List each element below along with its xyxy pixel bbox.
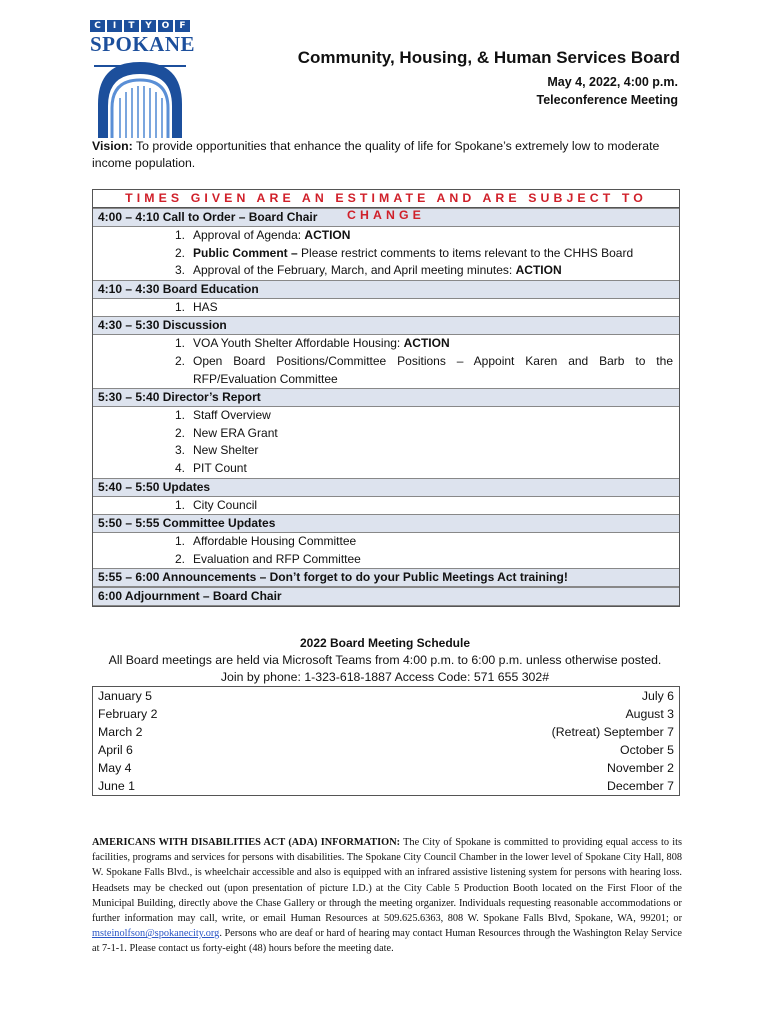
agenda-item-number: 1.	[174, 534, 185, 549]
schedule-title: 2022 Board Meeting Schedule	[299, 636, 471, 650]
agenda-item-part: Approval of Agenda:	[193, 228, 305, 242]
agenda-item-part: PIT Count	[193, 460, 247, 475]
agenda-item-text	[193, 262, 679, 280]
agenda-item-text	[193, 425, 679, 443]
agenda-section-heading: 5:30 – 5:40 Director’s Report	[93, 388, 679, 407]
schedule-date-right: December 7	[607, 779, 674, 793]
agenda-item-part: New ERA Grant	[193, 425, 278, 440]
agenda-item-part: Affordable Housing Committee	[193, 534, 357, 549]
agenda-item-number: 1.	[174, 336, 185, 351]
ada-information	[92, 835, 682, 957]
agenda-item-number: 1.	[174, 497, 185, 512]
schedule-note: All Board meetings are held via Microsoft Teams from 4:00 p.m. to 6:00 p.m. unless otherwise posted.	[108, 653, 662, 667]
agenda-item	[93, 335, 679, 353]
agenda-section-heading: 4:10 – 4:30 Board Education	[93, 280, 679, 299]
agenda-item-text	[193, 245, 679, 263]
agenda-item-part: Please restrict comments to items relevant to the CHHS Board	[297, 245, 634, 260]
agenda-item-number: 2.	[174, 425, 185, 440]
agenda-item-part: Evaluation and RFP Committee	[193, 551, 361, 566]
agenda-item-number: 3.	[174, 443, 185, 458]
schedule-date-right: July 6	[641, 689, 674, 703]
board-title: Community, Housing, & Human Services Board	[297, 48, 680, 67]
schedule-row	[93, 705, 679, 723]
schedule-table	[92, 686, 680, 796]
vision-text: To provide opportunities that enhance the quality of life for Spokane’s extremely low to moderate income population.	[92, 139, 660, 170]
schedule-date-left: February 2	[98, 707, 158, 721]
logo-letter: Y	[141, 20, 156, 32]
logo-letter: C	[90, 20, 105, 32]
agenda-item	[93, 533, 679, 551]
agenda-item	[93, 353, 679, 388]
agenda-notice: TIMES GIVEN ARE AN ESTIMATE AND ARE SUBJECT TO CHANGE	[93, 190, 679, 208]
schedule-row	[93, 687, 679, 705]
action-label: ACTION	[403, 336, 450, 351]
agenda-item	[93, 245, 679, 263]
ada-label: AMERICANS WITH DISABILITIES ACT (ADA) INFORMATION:	[92, 837, 401, 848]
agenda-item-number: 3.	[174, 263, 185, 278]
logo-letter: T	[124, 20, 139, 32]
schedule-date-left: June 1	[98, 779, 135, 793]
logo-letter: O	[158, 20, 173, 32]
agenda-item	[93, 227, 679, 245]
schedule-phone: Join by phone: 1-323-618-1887 Access Code: 571 655 302#	[220, 670, 550, 684]
agenda-item-number: 1.	[174, 228, 185, 242]
schedule-date-right: November 2	[607, 761, 674, 775]
ada-text-2: . Persons who are deaf or hard of hearing may contact Human Resources through the Washington Relay Service at 7-1-1. Please contact us forty-eight (48) hours before the meeting date.	[92, 928, 682, 955]
schedule-date-right: August 3	[625, 707, 674, 721]
agenda-section-heading: 5:50 – 5:55 Committee Updates	[93, 514, 679, 533]
agenda-item	[93, 299, 679, 317]
schedule-date-right: (Retreat) September 7	[551, 725, 674, 739]
logo-letter: F	[175, 20, 190, 32]
agenda-item-number: 4.	[174, 460, 185, 475]
vision-label: Vision:	[92, 139, 133, 153]
agenda-item	[93, 425, 679, 443]
agenda-section-heading: 6:00 Adjournment – Board Chair	[93, 587, 679, 606]
agenda-item-part: VOA Youth Shelter Affordable Housing:	[193, 336, 404, 351]
agenda-item-part: Open Board Positions/Committee Positions – Appoint Karen and Barb to the RFP/Evaluation Committee	[193, 353, 673, 386]
schedule-row	[93, 777, 679, 795]
agenda-item-text	[193, 335, 679, 353]
logo-wordmark: SPOKANE	[90, 32, 196, 56]
city-of-spokane-logo	[90, 20, 196, 138]
agenda-item-text	[193, 407, 679, 425]
ada-text-1: The City of Spokane is committed to providing equal access to its facilities, programs and services for persons with disabilities. The Spokane City Council Chamber in the lower level of Spokane City Hall, 808 W. Spokane Falls Blvd., is wheelchair accessible and also is equipped with an infrared assistive listening system for persons with hearing loss. Headsets may be checked out (upon presentation of picture I.D.) at the City Cable 5 Production Booth located on the First Floor of the Municipal Building, directly above the Chase Gallery or through the meeting organizer. Individuals requesting reasonable accommodations or further information may call, write, or email Human Resources at 509.625.6363, 808 W. Spokane Falls Blvd, Spokane, WA, 99201; or	[92, 837, 682, 925]
agenda-item-text	[193, 460, 679, 478]
agenda-item-text	[193, 353, 679, 388]
agenda-item-number: 1.	[174, 299, 185, 314]
meeting-type: Teleconference Meeting	[536, 93, 678, 107]
schedule-date-left: January 5	[98, 689, 153, 703]
schedule-date-left: April 6	[98, 743, 133, 757]
schedule-date-left: March 2	[98, 725, 143, 739]
agenda-item	[93, 262, 679, 280]
agenda-item-number: 2.	[174, 551, 185, 566]
hr-email-link[interactable]: msteinolfson@spokanecity.org	[92, 928, 220, 940]
agenda-item-part: Staff Overview	[193, 408, 271, 423]
agenda-item	[93, 442, 679, 460]
schedule-date-left: May 4	[98, 761, 132, 775]
agenda-item-part: City Council	[193, 497, 258, 512]
agenda-item-part: Approval of the February, March, and April meeting minutes:	[193, 263, 516, 278]
agenda-item-text	[193, 227, 679, 245]
agenda-item	[93, 407, 679, 425]
meeting-date: May 4, 2022, 4:00 p.m.	[547, 75, 678, 89]
agenda-item-text	[193, 497, 679, 515]
vision-statement	[92, 138, 682, 172]
action-label: ACTION	[515, 263, 562, 278]
agenda-item-part: HAS	[193, 299, 218, 314]
agenda-item	[93, 551, 679, 569]
agenda-item-part: Public Comment –	[193, 245, 298, 260]
agenda-item	[93, 460, 679, 478]
agenda-item-text	[193, 551, 679, 569]
agenda-item-part: New Shelter	[193, 443, 259, 458]
agenda-section-heading: 4:30 – 5:30 Discussion	[93, 316, 679, 335]
bridge-falls-icon	[94, 58, 186, 138]
schedule-row	[93, 759, 679, 777]
agenda-item-text	[193, 299, 679, 317]
agenda-section-heading: 5:40 – 5:50 Updates	[93, 478, 679, 497]
agenda-section-heading: 5:55 – 6:00 Announcements – Don’t forget to do your Public Meetings Act training!	[93, 568, 679, 587]
schedule-row	[93, 741, 679, 759]
agenda-item	[93, 497, 679, 515]
agenda-section-heading: 4:00 – 4:10 Call to Order – Board Chair	[93, 208, 679, 227]
schedule-row	[93, 723, 679, 741]
agenda-item-number: 1.	[174, 408, 185, 423]
action-label: ACTION	[304, 228, 351, 242]
agenda-item-text	[193, 442, 679, 460]
agenda-item-number: 2.	[174, 353, 185, 368]
schedule-date-right: October 5	[620, 743, 674, 757]
agenda-table	[92, 189, 680, 607]
agenda-item-text	[193, 533, 679, 551]
agenda-item-number: 2.	[174, 245, 185, 260]
logo-letter: I	[107, 20, 122, 32]
